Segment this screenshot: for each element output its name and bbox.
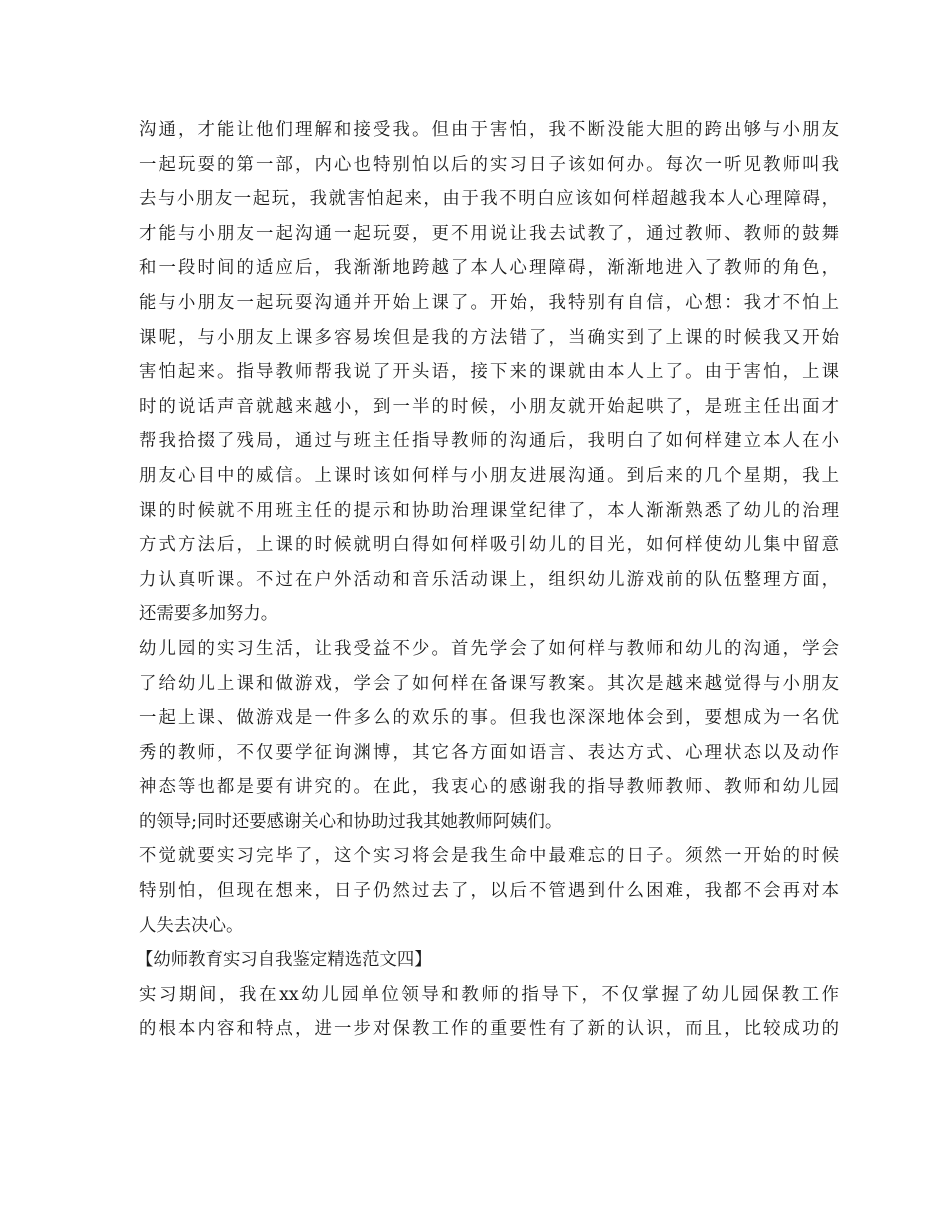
text-line: 人失去决心。 (139, 915, 244, 936)
text-line: 的领导;同时还要感谢关心和协助过我其她教师阿姨们。 (139, 811, 563, 832)
section-heading: 【幼师教育实习自我鉴定精选范文四】 (136, 950, 432, 971)
text-line: 秀的教师，不仅要学征询渊博，其它各方面如语言、表达方式、心理状态以及动作 (139, 742, 839, 763)
text-line: 的根本内容和特点，进一步对保教工作的重要性有了新的认识，而且，比较成功的 (139, 1019, 839, 1040)
text-line: 才能与小朋友一起沟通一起玩耍，更不用说让我去试教了，通过教师、教师的鼓舞 (139, 223, 839, 244)
text-line: 一起上课、做游戏是一件多么的欢乐的事。但我也深深地体会到，要想成为一名优 (139, 708, 839, 729)
text-line: 幼儿园的实习生活，让我受益不少。首先学会了如何样与教师和幼儿的沟通，学会 (139, 638, 839, 659)
text-line: 害怕起来。指导教师帮我说了开头语，接下来的课就由本人上了。由于害怕，上课 (139, 362, 839, 383)
text-line: 朋友心目中的威信。上课时该如何样与小朋友进展沟通。到后来的几个星期，我上 (139, 465, 839, 486)
text-line: 课呢，与小朋友上课多容易埃但是我的方法错了，当确实到了上课的时候我又开始 (139, 327, 839, 348)
text-line: 力认真听课。不过在户外活动和音乐活动课上，组织幼儿游戏前的队伍整理方面， (139, 569, 839, 590)
text-line: 能与小朋友一起玩耍沟通并开始上课了。开始，我特别有自信，心想：我才不怕上 (139, 292, 839, 313)
text-line: 去与小朋友一起玩，我就害怕起来，由于我不明白应该如何样超越我本人心理障碍， (139, 189, 839, 210)
text-line: 神态等也都是要有讲究的。在此，我衷心的感谢我的指导教师教师、教师和幼儿园 (139, 777, 839, 798)
document-body (136, 113, 839, 1047)
text-line: 方式方法后，上课的时候就明白得如何样吸引幼儿的目光，如何样使幼儿集中留意 (139, 535, 839, 556)
text-line: 特别怕，但现在想来，日子仍然过去了，以后不管遇到什么困难，我都不会再对本 (139, 881, 839, 902)
text-line: 帮我拾掇了残局，通过与班主任指导教师的沟通后，我明白了如何样建立本人在小 (139, 431, 839, 452)
text-line: 实习期间，我在xx幼儿园单位领导和教师的指导下，不仅掌握了幼儿园保教工作 (139, 984, 839, 1005)
text-line: 不觉就要实习完毕了，这个实习将会是我生命中最难忘的日子。须然一开始的时候 (139, 846, 839, 867)
text-line: 时的说话声音就越来越小，到一半的时候，小朋友就开始起哄了，是班主任出面才 (139, 396, 839, 417)
text-line: 沟通，才能让他们理解和接受我。但由于害怕，我不断没能大胆的跨出够与小朋友 (139, 120, 839, 140)
text-line: 还需要多加努力。 (139, 604, 279, 625)
text-line: 一起玩耍的第一部，内心也特别怕以后的实习日子该如何办。每次一听见教师叫我 (139, 154, 839, 175)
text-line: 课的时候就不用班主任的提示和协助治理课堂纪律了，本人渐渐熟悉了幼儿的治理 (139, 500, 839, 521)
text-line: 和一段时间的适应后，我渐渐地跨越了本人心理障碍，渐渐地进入了教师的角色， (139, 258, 839, 279)
text-line: 了给幼儿上课和做游戏，学会了如何样在备课写教案。其次是越来越觉得与小朋友 (139, 673, 839, 694)
